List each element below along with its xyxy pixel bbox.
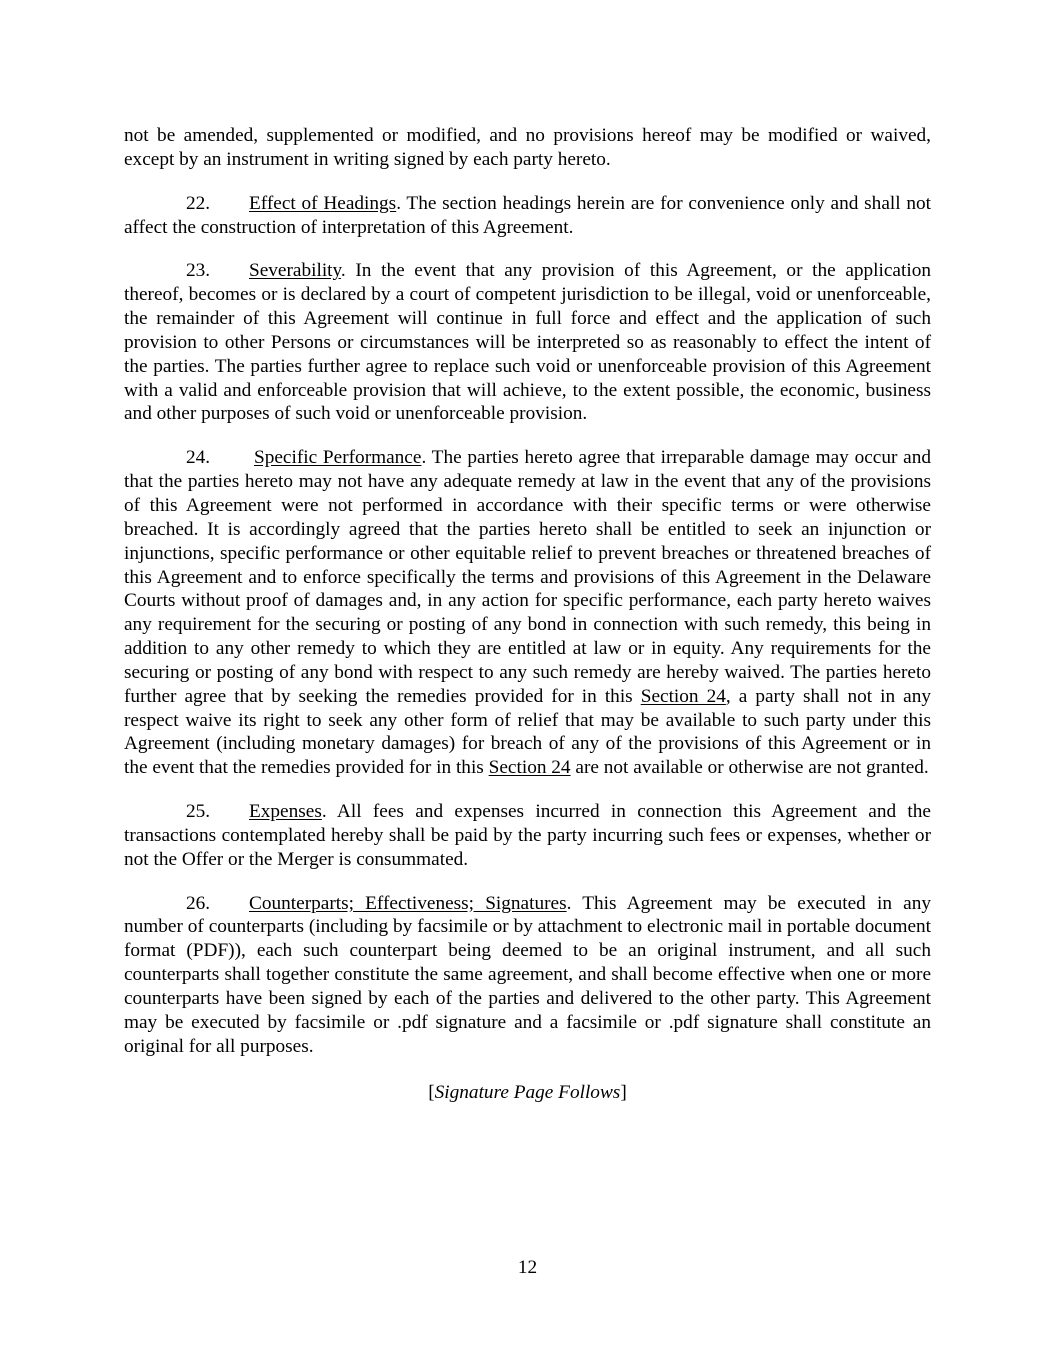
section-26-paragraph	[124, 892, 931, 1059]
section-number: 26.	[186, 892, 211, 914]
section-number: 24.	[186, 447, 211, 469]
signature-note-text: Signature Page Follows	[434, 1081, 621, 1103]
section-heading: Specific Performance	[254, 447, 422, 469]
section-25-paragraph	[124, 800, 931, 872]
section-body: . This Agreement may be executed in any number of counterparts (including by facsimile or by attachment to electronic mail in portable document format (PDF)), each such counterpart being deemed to be an original instrument, and all such counterparts shall together constitute the same agreement, and shall become effective when one or more counterparts have been signed by each of the parties and delivered to the other party. This Agreement may be executed by facsimile or .pdf signature and a facsimile or .pdf signature shall constitute an original for all purposes.	[124, 892, 931, 1057]
bracket-close: ]	[620, 1081, 627, 1103]
section-23-paragraph	[124, 259, 931, 426]
section-24-paragraph	[124, 446, 931, 780]
section-body: are not available or otherwise are not granted.	[570, 757, 929, 779]
section-cross-reference: Section 24	[640, 685, 726, 707]
section-cross-reference: Section 24	[488, 757, 571, 779]
section-number: 23.	[186, 260, 211, 282]
continuation-paragraph: not be amended, supplemented or modified, and no provisions hereof may be modified or waived, except by an instrument in writing signed by each party hereto.	[124, 125, 931, 170]
section-number: 25.	[186, 801, 211, 823]
section-heading: Counterparts; Effectiveness; Signatures	[249, 892, 567, 914]
section-body: . In the event that any provision of this Agreement, or the application thereof, becomes or is declared by a court of competent jurisdiction to be illegal, void or unenforceable, the remainder of this Agreement will continue in full force and effect and the application of such provision to other Persons or circumstances will be interpreted so as reasonably to effect the intent of the parties. The parties further agree to replace such void or unenforceable provision of this Agreement with a valid and enforceable provision that will achieve, to the extent possible, the economic, business and other purposes of such void or unenforceable provision.	[124, 260, 931, 425]
section-heading: Effect of Headings	[249, 192, 397, 214]
section-heading: Expenses	[249, 801, 322, 823]
section-heading: Severability	[249, 260, 341, 282]
page-number: 12	[517, 1257, 538, 1278]
section-body: . The parties hereto agree that irreparable damage may occur and that the parties hereto may not have any adequate remedy at law in the event that any of the provisions of this Agreement were not performed in accordance with their specific terms or were otherwise breached. It is accordingly agreed that the parties hereto shall be entitled to seek an injunction or injunctions, specific performance or other equitable relief to prevent breaches or threatened breaches of this Agreement and to enforce specifically the terms and provisions of this Agreement in the Delaware Courts without proof of damages and, in any action for specific performance, each party hereto waives any requirement for the securing or posting of any bond in connection with such remedy, this being in addition to any other remedy to which they are entitled at law or in equity. Any requirements for the securing or posting of any bond with respect to any such remedy are hereby waived. The parties hereto further agree that by seeking the remedies provided for in this	[124, 447, 931, 707]
bracket-open: [	[428, 1081, 435, 1103]
section-body: . The section headings herein are for convenience only and shall not affect the construction of interpretation of this Agreement.	[124, 192, 931, 238]
section-number: 22.	[186, 192, 211, 214]
section-22-paragraph	[124, 192, 931, 240]
section-body: . All fees and expenses incurred in connection this Agreement and the transactions contemplated hereby shall be paid by the party incurring such fees or expenses, whether or not the Offer or the Merger is consummated.	[124, 801, 931, 870]
section-body: , a party shall not in any respect waive its right to seek any other form of relief that may be available to such party under this Agreement (including monetary damages) for breach of any of the provisions of this Agreement or in the event that the remedies provided for in this	[124, 685, 932, 779]
signature-page-note	[124, 1081, 931, 1105]
document-body	[124, 124, 931, 1124]
